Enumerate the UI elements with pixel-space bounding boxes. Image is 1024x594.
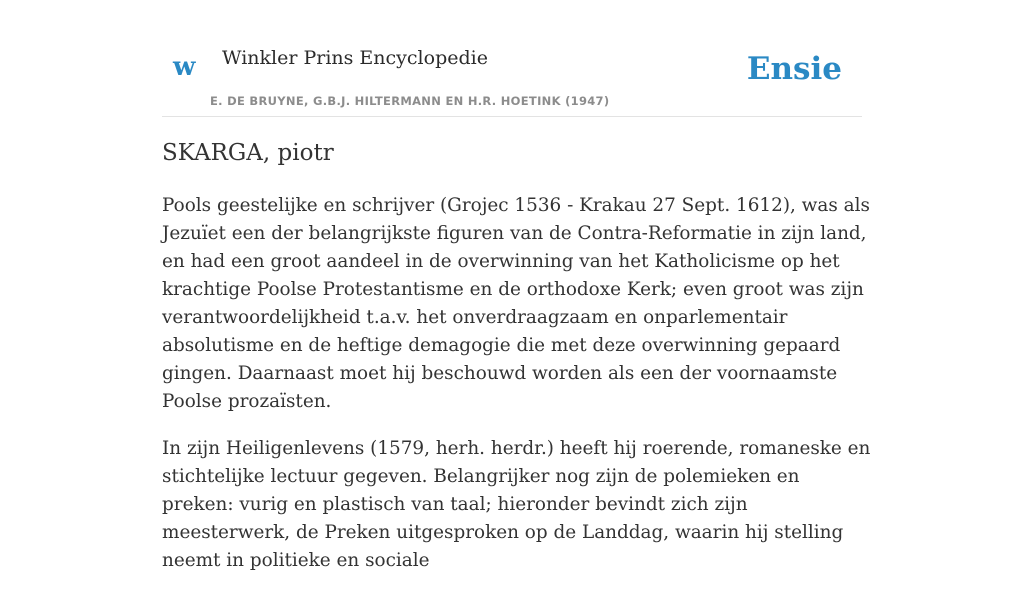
ensie-logo[interactable]: Ensie	[746, 51, 842, 87]
site-header	[162, 38, 862, 117]
winkler-prins-logo[interactable]: w	[173, 52, 196, 82]
entry-paragraph: Pools geestelijke en schrijver (Grojec 1536 - Krakau 27 Sept. 1612), was als Jezuïet een der belangrijkste figuren van de Contra-Reformatie in zijn land, en had een groot aandeel in de overwinning van het Katholicisme op het krachtige Poolse Protestantisme en de orthodoxe Kerk; even groot was zijn verantwoordelijkheid t.a.v. het onverdraagzaam en onparlementair absolutisme en de heftige demagogie die met deze overwinning gepaard gingen. Daarnaast moet hij beschouwd worden als een der voornaamste Poolse prozaïsten.	[162, 195, 870, 412]
publication-title[interactable]: Winkler Prins Encyclopedie	[222, 47, 488, 69]
entry-paragraph: In zijn Heiligenlevens (1579, herh. herdr.) heeft hij roerende, romaneske en stichtelijke lectuur gegeven. Belangrijker nog zijn de polemieken en preken: vurig en plastisch van taal; hieronder bevindt zich zijn meesterwerk, de Preken uitgesproken op de Landdag, waarin hij stelling neemt in politieke en sociale	[162, 438, 871, 571]
entry-body	[162, 192, 872, 594]
entry-title: SKARGA, piotr	[162, 140, 334, 166]
publication-authors: E. DE BRUYNE, G.B.J. HILTERMANN EN H.R. HOETINK (1947)	[210, 94, 610, 108]
